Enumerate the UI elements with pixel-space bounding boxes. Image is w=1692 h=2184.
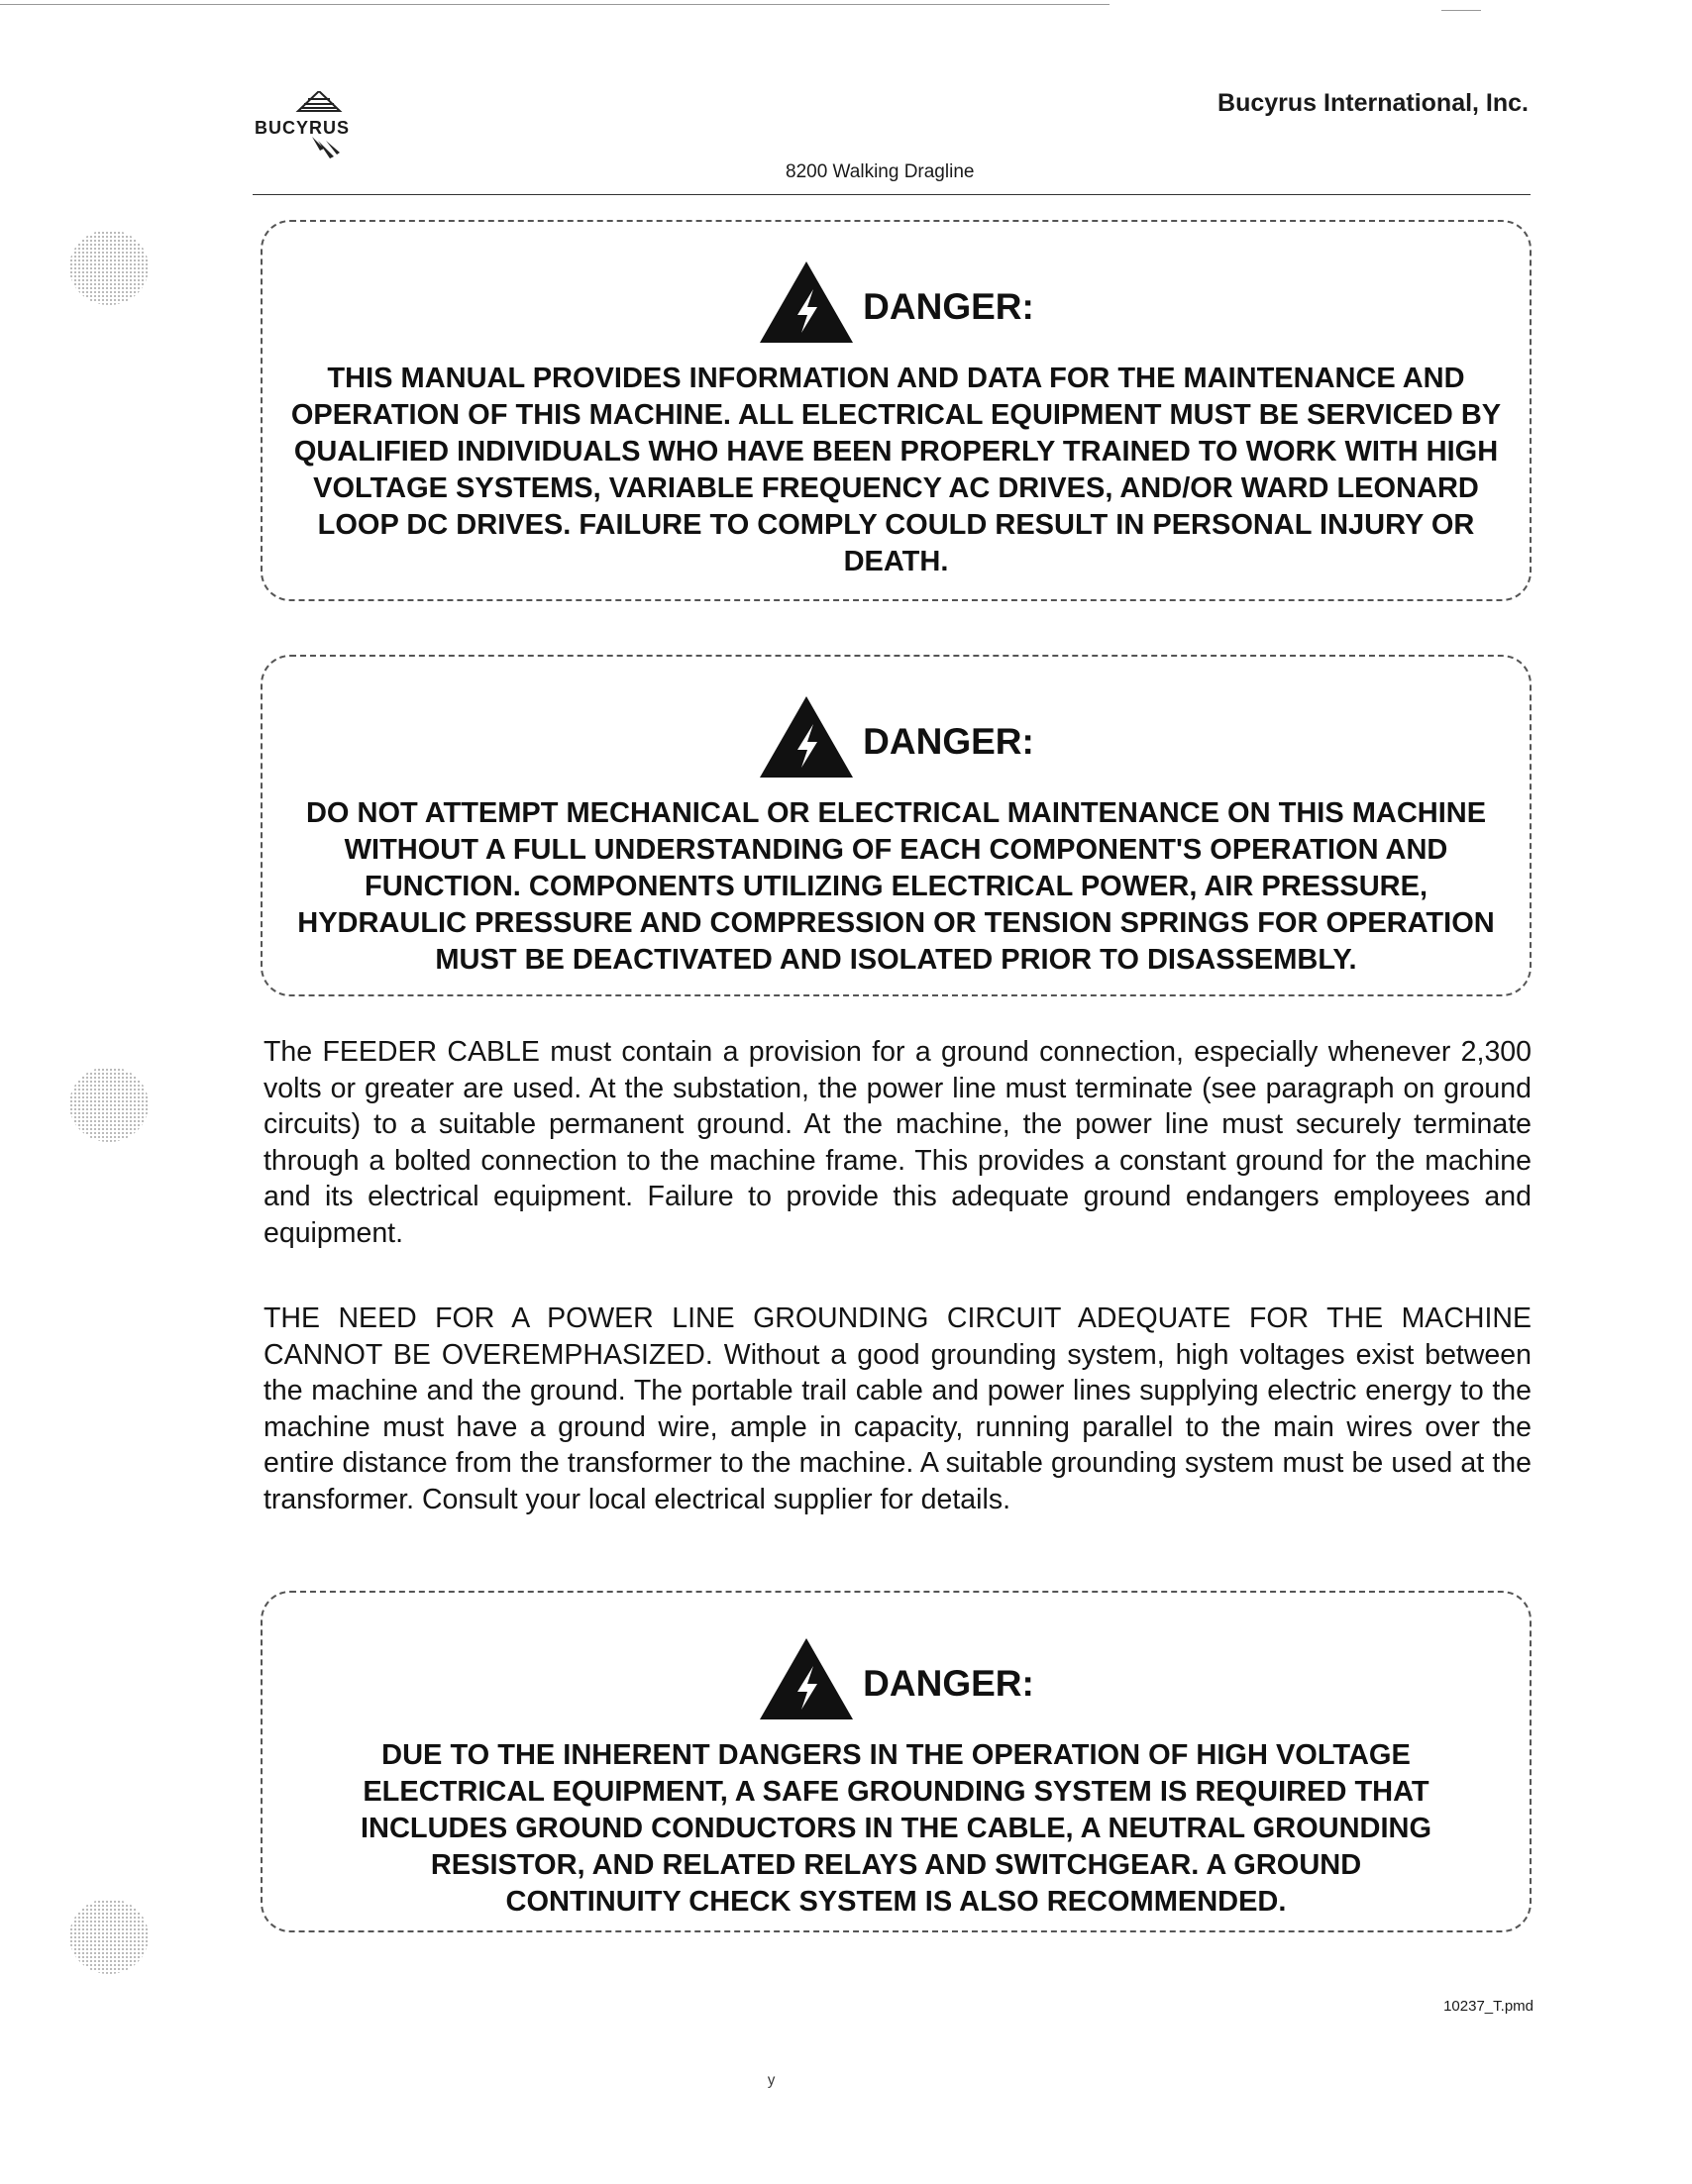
company-name: Bucyrus International, Inc.	[1217, 89, 1529, 117]
scan-edge-line	[0, 4, 1110, 5]
danger-header	[263, 694, 1530, 780]
punch-hole-icon	[61, 223, 157, 312]
document-subtitle: 8200 Walking Dragline	[786, 161, 975, 182]
bucyrus-logo	[253, 91, 386, 168]
warning-triangle-icon	[758, 694, 855, 780]
danger-text: THIS MANUAL PROVIDES INFORMATION AND DATA FOR THE MAINTENANCE AND OPERATION OF THIS MACHINE. ALL ELECTRICAL EQUIPMENT MUST BE SERVICED BY QUALIFIED INDIVIDUALS WHO HAVE BEEN PROPERLY TRAINED TO WORK WITH HIGH VOLTAGE SYSTEMS, VARIABLE FREQUENCY AC DRIVES, AND/OR WARD LEONARD LOOP DC DRIVES. FAILURE TO COMPLY COULD RESULT IN PERSONAL INJURY OR DEATH.	[290, 363, 1502, 577]
danger-notice	[261, 220, 1532, 601]
grounding-circuit-paragraph: THE NEED FOR A POWER LINE GROUNDING CIRCUIT ADEQUATE FOR THE MACHINE CANNOT BE OVEREMPHASIZED. Without a good grounding system, high voltages exist between the machine and the ground. The portable trail cable and power lines supplying electric energy to the machine must have a ground wire, ample in capacity, running parallel to the main wires over the entire distance from the transformer to the machine. A suitable grounding system must be used at the transformer. Consult your local electrical supplier for details.	[264, 1302, 1532, 1515]
danger-header	[263, 1636, 1530, 1721]
danger-label: DANGER:	[863, 1663, 1034, 1704]
logo-text: BUCYRUS	[255, 118, 351, 138]
feeder-cable-paragraph: The FEEDER CABLE must contain a provision for a ground connection, especially whenever 2,300 volts or greater are used. At the substation, the power line must terminate (see paragraph on ground circuits) to a suitable permanent ground. At the machine, the power line must securely terminate through a bolted connection to the machine frame. This provides a constant ground for the machine and its electrical equipment. Failure to provide this adequate ground endangers employees and equipment.	[264, 1036, 1532, 1249]
danger-text: DO NOT ATTEMPT MECHANICAL OR ELECTRICAL MAINTENANCE ON THIS MACHINE WITHOUT A FULL UNDERSTANDING OF EACH COMPONENT'S OPERATION AND FUNCTION. COMPONENTS UTILIZING ELECTRICAL POWER, AIR PRESSURE, HYDRAULIC PRESSURE AND COMPRESSION OR TENSION SPRINGS FOR OPERATION MUST BE DEACTIVATED AND ISOLATED PRIOR TO DISASSEMBLY.	[297, 797, 1495, 976]
danger-label: DANGER:	[863, 721, 1034, 762]
danger-header	[263, 260, 1530, 345]
danger-text: DUE TO THE INHERENT DANGERS IN THE OPERATION OF HIGH VOLTAGE ELECTRICAL EQUIPMENT, A SAFE GROUNDING SYSTEM IS REQUIRED THAT INCLUDES GROUND CONDUCTORS IN THE CABLE, A NEUTRAL GROUNDING RESISTOR, AND RELATED RELAYS AND SWITCHGEAR. A GROUND CONTINUITY CHECK SYSTEM IS ALSO RECOMMENDED.	[360, 1739, 1432, 1918]
warning-triangle-icon	[758, 1636, 855, 1721]
warning-triangle-icon	[758, 260, 855, 345]
scan-mark: ʸ	[768, 2070, 776, 2095]
header-rule	[253, 194, 1531, 195]
danger-notice	[261, 655, 1532, 996]
scan-edge-line	[1441, 10, 1481, 11]
punch-hole-icon	[61, 1892, 157, 1981]
danger-notice	[261, 1591, 1532, 1932]
footer-file-code: 10237_T.pmd	[1443, 1998, 1533, 2015]
punch-hole-icon	[61, 1060, 157, 1149]
danger-label: DANGER:	[863, 286, 1034, 327]
